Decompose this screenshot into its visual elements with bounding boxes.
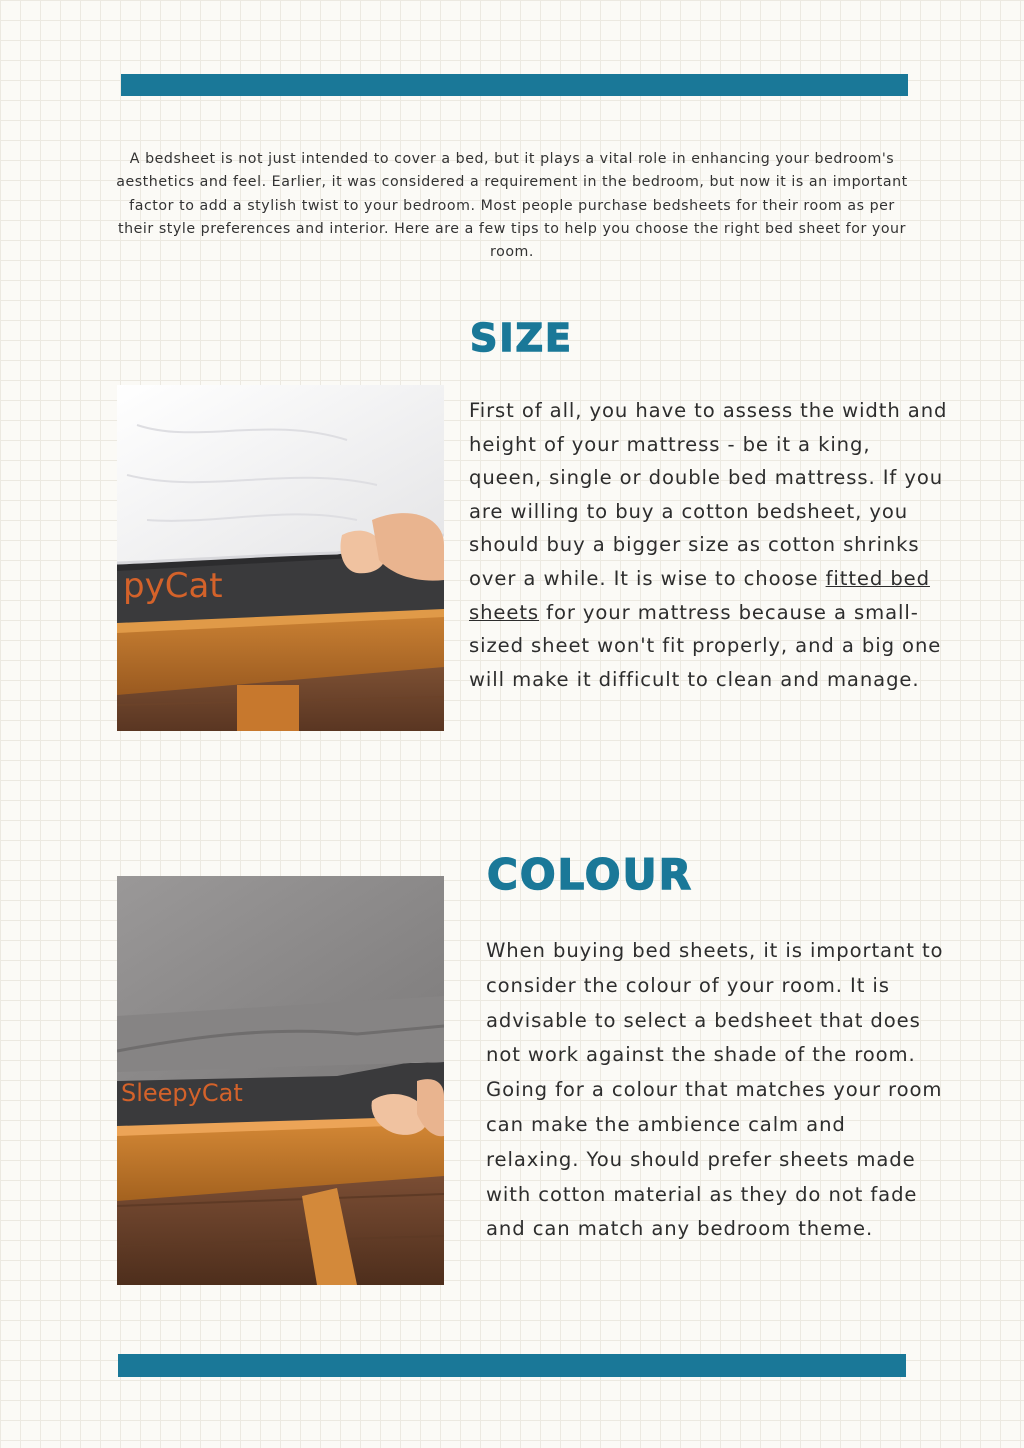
top-accent-bar — [121, 74, 908, 96]
bottom-accent-bar — [118, 1354, 906, 1377]
grey-fitted-sheet-photo — [117, 876, 444, 1285]
colour-paragraph: When buying bed sheets, it is important to consider the colour of your room. It is advisable to select a bedsheet that does not work against the shade of the room. Going for a colour that matches your room can make the ambience calm and relaxing. You should prefer sheets made with cotton material as they do not fade and can match any bedroom theme. — [486, 939, 944, 1241]
fitted-bed-sheets-link[interactable]: fitted bed sheets — [469, 566, 930, 624]
size-paragraph — [469, 394, 949, 696]
intro-paragraph: A bedsheet is not just intended to cover a bed, but it plays a vital role in enhancing your bedroom's aesthetics and feel. Earlier, it was considered a requirement in the bedroom, but now it is an important factor to add a stylish twist to your bedroom. Most people purchase bedsheets for their room as per their style preferences and interior. Here are a few tips to help you choose the right bed sheet for your room. — [116, 151, 908, 261]
colour-heading: COLOUR — [487, 850, 693, 899]
mattress-brand-label: SleepyCat — [121, 1079, 243, 1107]
size-text-after: for your mattress because a small-sized sheet won't fit properly, and a big one will make it difficult to clean and manage. — [469, 600, 942, 691]
size-text-before: First of all, you have to assess the width and height of your mattress - be it a king, queen, single or double bed mattress. If you are willing to buy a cotton bedsheet, you should buy a bigger size as cotton shrinks over a while. It is wise to choose — [469, 399, 948, 590]
mattress-brand-label: pyCat — [123, 566, 223, 606]
white-fitted-sheet-photo — [117, 385, 444, 731]
size-heading: SIZE — [470, 316, 574, 360]
